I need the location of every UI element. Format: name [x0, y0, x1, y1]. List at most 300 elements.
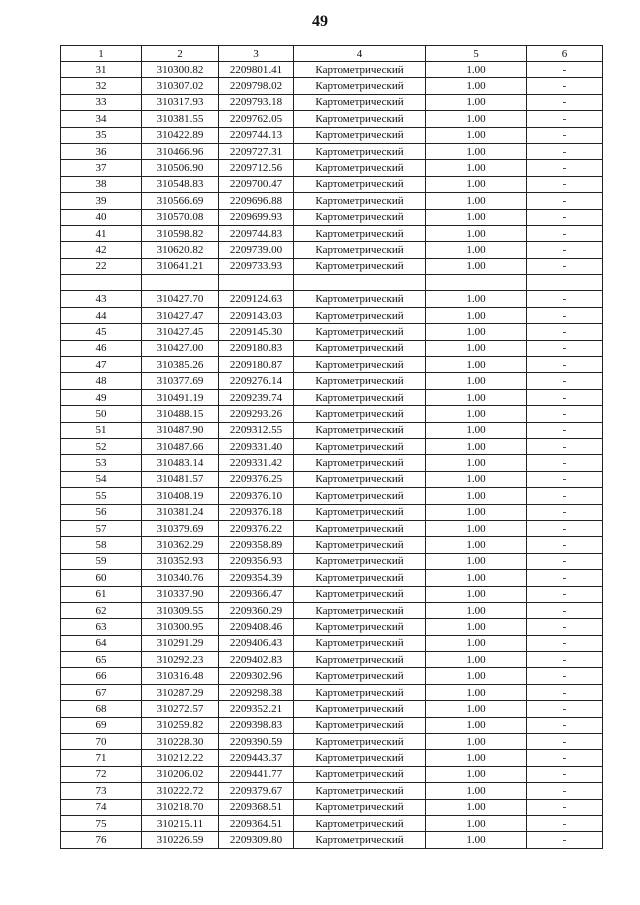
note-cell: - [527, 684, 603, 700]
note-cell: - [527, 406, 603, 422]
table-row [61, 553, 603, 569]
note-cell: - [527, 832, 603, 848]
accuracy-cell: 1.00 [426, 422, 527, 438]
note-cell: - [527, 537, 603, 553]
accuracy-cell: 1.00 [426, 291, 527, 307]
note-cell: - [527, 635, 603, 651]
table-row [61, 324, 603, 340]
method-cell: Картометрический [294, 734, 426, 750]
point-number-cell: 70 [61, 734, 142, 750]
point-number-cell: 49 [61, 389, 142, 405]
note-cell: - [527, 258, 603, 274]
y-coordinate-cell: 2209727.31 [219, 143, 294, 159]
y-coordinate-cell: 2209379.67 [219, 783, 294, 799]
note-cell: - [527, 553, 603, 569]
column-header: 3 [219, 46, 294, 62]
x-coordinate-cell: 310259.82 [142, 717, 219, 733]
empty-separator-row [61, 275, 603, 291]
empty-cell [426, 275, 527, 291]
note-cell: - [527, 62, 603, 78]
accuracy-cell: 1.00 [426, 684, 527, 700]
x-coordinate-cell: 310316.48 [142, 668, 219, 684]
accuracy-cell: 1.00 [426, 176, 527, 192]
accuracy-cell: 1.00 [426, 357, 527, 373]
note-cell: - [527, 127, 603, 143]
point-number-cell: 31 [61, 62, 142, 78]
point-number-cell: 51 [61, 422, 142, 438]
accuracy-cell: 1.00 [426, 307, 527, 323]
x-coordinate-cell: 310379.69 [142, 520, 219, 536]
method-cell: Картометрический [294, 373, 426, 389]
point-number-cell: 46 [61, 340, 142, 356]
accuracy-cell: 1.00 [426, 635, 527, 651]
x-coordinate-cell: 310427.47 [142, 307, 219, 323]
accuracy-cell: 1.00 [426, 340, 527, 356]
point-number-cell: 47 [61, 357, 142, 373]
method-cell: Картометрический [294, 406, 426, 422]
x-coordinate-cell: 310215.11 [142, 815, 219, 831]
accuracy-cell: 1.00 [426, 193, 527, 209]
method-cell: Картометрический [294, 750, 426, 766]
accuracy-cell: 1.00 [426, 406, 527, 422]
table-row [61, 488, 603, 504]
accuracy-cell: 1.00 [426, 586, 527, 602]
y-coordinate-cell: 2209356.93 [219, 553, 294, 569]
accuracy-cell: 1.00 [426, 832, 527, 848]
method-cell: Картометрический [294, 832, 426, 848]
note-cell: - [527, 652, 603, 668]
method-cell: Картометрический [294, 537, 426, 553]
note-cell: - [527, 586, 603, 602]
point-number-cell: 32 [61, 78, 142, 94]
table-row [61, 291, 603, 307]
table-row [61, 373, 603, 389]
method-cell: Картометрический [294, 62, 426, 78]
point-number-cell: 34 [61, 111, 142, 127]
column-header: 1 [61, 46, 142, 62]
method-cell: Картометрический [294, 258, 426, 274]
y-coordinate-cell: 2209376.10 [219, 488, 294, 504]
note-cell: - [527, 783, 603, 799]
x-coordinate-cell: 310427.00 [142, 340, 219, 356]
y-coordinate-cell: 2209744.83 [219, 225, 294, 241]
method-cell: Картометрический [294, 783, 426, 799]
accuracy-cell: 1.00 [426, 504, 527, 520]
y-coordinate-cell: 2209376.25 [219, 471, 294, 487]
point-number-cell: 57 [61, 520, 142, 536]
point-number-cell: 41 [61, 225, 142, 241]
method-cell: Картометрический [294, 176, 426, 192]
y-coordinate-cell: 2209406.43 [219, 635, 294, 651]
point-number-cell: 69 [61, 717, 142, 733]
point-number-cell: 40 [61, 209, 142, 225]
method-cell: Картометрический [294, 78, 426, 94]
note-cell: - [527, 324, 603, 340]
point-number-cell: 45 [61, 324, 142, 340]
x-coordinate-cell: 310422.89 [142, 127, 219, 143]
point-number-cell: 42 [61, 242, 142, 258]
note-cell: - [527, 242, 603, 258]
note-cell: - [527, 111, 603, 127]
point-number-cell: 58 [61, 537, 142, 553]
point-number-cell: 71 [61, 750, 142, 766]
accuracy-cell: 1.00 [426, 127, 527, 143]
method-cell: Картометрический [294, 324, 426, 340]
x-coordinate-cell: 310206.02 [142, 766, 219, 782]
table-row [61, 815, 603, 831]
accuracy-cell: 1.00 [426, 78, 527, 94]
accuracy-cell: 1.00 [426, 225, 527, 241]
note-cell: - [527, 389, 603, 405]
point-number-cell: 56 [61, 504, 142, 520]
note-cell: - [527, 488, 603, 504]
point-number-cell: 60 [61, 570, 142, 586]
accuracy-cell: 1.00 [426, 799, 527, 815]
method-cell: Картометрический [294, 209, 426, 225]
x-coordinate-cell: 310506.90 [142, 160, 219, 176]
x-coordinate-cell: 310300.95 [142, 619, 219, 635]
x-coordinate-cell: 310292.23 [142, 652, 219, 668]
table-row [61, 734, 603, 750]
accuracy-cell: 1.00 [426, 160, 527, 176]
accuracy-cell: 1.00 [426, 209, 527, 225]
method-cell: Картометрический [294, 422, 426, 438]
note-cell: - [527, 570, 603, 586]
note-cell: - [527, 357, 603, 373]
method-cell: Картометрический [294, 520, 426, 536]
method-cell: Картометрический [294, 242, 426, 258]
x-coordinate-cell: 310408.19 [142, 488, 219, 504]
point-number-cell: 22 [61, 258, 142, 274]
y-coordinate-cell: 2209358.89 [219, 537, 294, 553]
x-coordinate-cell: 310488.15 [142, 406, 219, 422]
table-row [61, 701, 603, 717]
method-cell: Картометрический [294, 766, 426, 782]
y-coordinate-cell: 2209699.93 [219, 209, 294, 225]
accuracy-cell: 1.00 [426, 242, 527, 258]
method-cell: Картометрический [294, 193, 426, 209]
y-coordinate-cell: 2209354.39 [219, 570, 294, 586]
point-number-cell: 38 [61, 176, 142, 192]
x-coordinate-cell: 310598.82 [142, 225, 219, 241]
note-cell: - [527, 815, 603, 831]
accuracy-cell: 1.00 [426, 373, 527, 389]
note-cell: - [527, 94, 603, 110]
method-cell: Картометрический [294, 291, 426, 307]
table-row [61, 586, 603, 602]
table-row [61, 307, 603, 323]
accuracy-cell: 1.00 [426, 324, 527, 340]
y-coordinate-cell: 2209312.55 [219, 422, 294, 438]
table-row [61, 176, 603, 192]
table-row [61, 570, 603, 586]
y-coordinate-cell: 2209352.21 [219, 701, 294, 717]
method-cell: Картометрический [294, 438, 426, 454]
note-cell: - [527, 340, 603, 356]
x-coordinate-cell: 310427.70 [142, 291, 219, 307]
x-coordinate-cell: 310218.70 [142, 799, 219, 815]
x-coordinate-cell: 310272.57 [142, 701, 219, 717]
accuracy-cell: 1.00 [426, 438, 527, 454]
point-number-cell: 61 [61, 586, 142, 602]
y-coordinate-cell: 2209700.47 [219, 176, 294, 192]
note-cell: - [527, 734, 603, 750]
accuracy-cell: 1.00 [426, 553, 527, 569]
y-coordinate-cell: 2209364.51 [219, 815, 294, 831]
method-cell: Картометрический [294, 570, 426, 586]
y-coordinate-cell: 2209762.05 [219, 111, 294, 127]
table-row [61, 143, 603, 159]
y-coordinate-cell: 2209376.22 [219, 520, 294, 536]
note-cell: - [527, 701, 603, 717]
accuracy-cell: 1.00 [426, 668, 527, 684]
y-coordinate-cell: 2209124.63 [219, 291, 294, 307]
y-coordinate-cell: 2209402.83 [219, 652, 294, 668]
method-cell: Картометрический [294, 586, 426, 602]
table-row [61, 635, 603, 651]
accuracy-cell: 1.00 [426, 111, 527, 127]
method-cell: Картометрический [294, 127, 426, 143]
note-cell: - [527, 422, 603, 438]
x-coordinate-cell: 310481.57 [142, 471, 219, 487]
note-cell: - [527, 225, 603, 241]
table-row [61, 750, 603, 766]
method-cell: Картометрический [294, 701, 426, 717]
accuracy-cell: 1.00 [426, 652, 527, 668]
coordinates-table [60, 45, 603, 849]
table-row [61, 438, 603, 454]
x-coordinate-cell: 310427.45 [142, 324, 219, 340]
y-coordinate-cell: 2209376.18 [219, 504, 294, 520]
method-cell: Картометрический [294, 602, 426, 618]
method-cell: Картометрический [294, 307, 426, 323]
table-row [61, 78, 603, 94]
point-number-cell: 43 [61, 291, 142, 307]
accuracy-cell: 1.00 [426, 258, 527, 274]
note-cell: - [527, 307, 603, 323]
point-number-cell: 76 [61, 832, 142, 848]
method-cell: Картометрический [294, 225, 426, 241]
point-number-cell: 75 [61, 815, 142, 831]
empty-cell [527, 275, 603, 291]
note-cell: - [527, 160, 603, 176]
x-coordinate-cell: 310291.29 [142, 635, 219, 651]
accuracy-cell: 1.00 [426, 537, 527, 553]
method-cell: Картометрический [294, 619, 426, 635]
y-coordinate-cell: 2209145.30 [219, 324, 294, 340]
accuracy-cell: 1.00 [426, 570, 527, 586]
y-coordinate-cell: 2209801.41 [219, 62, 294, 78]
point-number-cell: 74 [61, 799, 142, 815]
point-number-cell: 44 [61, 307, 142, 323]
y-coordinate-cell: 2209696.88 [219, 193, 294, 209]
y-coordinate-cell: 2209180.87 [219, 357, 294, 373]
table-row [61, 127, 603, 143]
y-coordinate-cell: 2209390.59 [219, 734, 294, 750]
table-group-2 [61, 291, 603, 848]
x-coordinate-cell: 310381.55 [142, 111, 219, 127]
table-row [61, 62, 603, 78]
table-row [61, 111, 603, 127]
x-coordinate-cell: 310570.08 [142, 209, 219, 225]
accuracy-cell: 1.00 [426, 734, 527, 750]
table-row [61, 422, 603, 438]
x-coordinate-cell: 310317.93 [142, 94, 219, 110]
x-coordinate-cell: 310309.55 [142, 602, 219, 618]
x-coordinate-cell: 310340.76 [142, 570, 219, 586]
point-number-cell: 73 [61, 783, 142, 799]
method-cell: Картометрический [294, 553, 426, 569]
x-coordinate-cell: 310212.22 [142, 750, 219, 766]
y-coordinate-cell: 2209443.37 [219, 750, 294, 766]
note-cell: - [527, 193, 603, 209]
table-row [61, 455, 603, 471]
point-number-cell: 36 [61, 143, 142, 159]
x-coordinate-cell: 310381.24 [142, 504, 219, 520]
x-coordinate-cell: 310300.82 [142, 62, 219, 78]
point-number-cell: 33 [61, 94, 142, 110]
note-cell: - [527, 766, 603, 782]
accuracy-cell: 1.00 [426, 815, 527, 831]
accuracy-cell: 1.00 [426, 455, 527, 471]
method-cell: Картометрический [294, 635, 426, 651]
y-coordinate-cell: 2209331.40 [219, 438, 294, 454]
y-coordinate-cell: 2209143.03 [219, 307, 294, 323]
point-number-cell: 48 [61, 373, 142, 389]
table-row [61, 504, 603, 520]
x-coordinate-cell: 310548.83 [142, 176, 219, 192]
table-row [61, 783, 603, 799]
column-header: 6 [527, 46, 603, 62]
y-coordinate-cell: 2209298.38 [219, 684, 294, 700]
table-row [61, 684, 603, 700]
y-coordinate-cell: 2209712.56 [219, 160, 294, 176]
table-row [61, 602, 603, 618]
note-cell: - [527, 520, 603, 536]
y-coordinate-cell: 2209398.83 [219, 717, 294, 733]
x-coordinate-cell: 310362.29 [142, 537, 219, 553]
empty-cell [294, 275, 426, 291]
method-cell: Картометрический [294, 94, 426, 110]
note-cell: - [527, 209, 603, 225]
method-cell: Картометрический [294, 668, 426, 684]
note-cell: - [527, 291, 603, 307]
table-row [61, 799, 603, 815]
point-number-cell: 59 [61, 553, 142, 569]
point-number-cell: 39 [61, 193, 142, 209]
x-coordinate-cell: 310287.29 [142, 684, 219, 700]
x-coordinate-cell: 310307.02 [142, 78, 219, 94]
note-cell: - [527, 799, 603, 815]
method-cell: Картометрический [294, 799, 426, 815]
y-coordinate-cell: 2209798.02 [219, 78, 294, 94]
method-cell: Картометрический [294, 111, 426, 127]
accuracy-cell: 1.00 [426, 766, 527, 782]
table-row [61, 619, 603, 635]
y-coordinate-cell: 2209276.14 [219, 373, 294, 389]
table-row [61, 766, 603, 782]
x-coordinate-cell: 310466.96 [142, 143, 219, 159]
x-coordinate-cell: 310222.72 [142, 783, 219, 799]
point-number-cell: 37 [61, 160, 142, 176]
note-cell: - [527, 455, 603, 471]
point-number-cell: 66 [61, 668, 142, 684]
y-coordinate-cell: 2209744.13 [219, 127, 294, 143]
point-number-cell: 53 [61, 455, 142, 471]
x-coordinate-cell: 310483.14 [142, 455, 219, 471]
note-cell: - [527, 143, 603, 159]
y-coordinate-cell: 2209309.80 [219, 832, 294, 848]
y-coordinate-cell: 2209368.51 [219, 799, 294, 815]
x-coordinate-cell: 310352.93 [142, 553, 219, 569]
table-row [61, 520, 603, 536]
accuracy-cell: 1.00 [426, 62, 527, 78]
note-cell: - [527, 78, 603, 94]
table-header-row [61, 46, 603, 62]
note-cell: - [527, 619, 603, 635]
table-row [61, 652, 603, 668]
note-cell: - [527, 602, 603, 618]
table-row [61, 668, 603, 684]
method-cell: Картометрический [294, 717, 426, 733]
method-cell: Картометрический [294, 160, 426, 176]
point-number-cell: 64 [61, 635, 142, 651]
y-coordinate-cell: 2209739.00 [219, 242, 294, 258]
table-row [61, 406, 603, 422]
table-separator [61, 275, 603, 291]
point-number-cell: 35 [61, 127, 142, 143]
note-cell: - [527, 717, 603, 733]
y-coordinate-cell: 2209331.42 [219, 455, 294, 471]
x-coordinate-cell: 310487.90 [142, 422, 219, 438]
accuracy-cell: 1.00 [426, 94, 527, 110]
table-row [61, 537, 603, 553]
empty-cell [219, 275, 294, 291]
table-row [61, 94, 603, 110]
method-cell: Картометрический [294, 652, 426, 668]
method-cell: Картометрический [294, 455, 426, 471]
point-number-cell: 52 [61, 438, 142, 454]
note-cell: - [527, 471, 603, 487]
point-number-cell: 62 [61, 602, 142, 618]
method-cell: Картометрический [294, 504, 426, 520]
table-row [61, 160, 603, 176]
note-cell: - [527, 176, 603, 192]
table-row [61, 225, 603, 241]
y-coordinate-cell: 2209360.29 [219, 602, 294, 618]
x-coordinate-cell: 310641.21 [142, 258, 219, 274]
page-number: 49 [312, 13, 328, 30]
y-coordinate-cell: 2209733.93 [219, 258, 294, 274]
x-coordinate-cell: 310228.30 [142, 734, 219, 750]
x-coordinate-cell: 310377.69 [142, 373, 219, 389]
table-group-1 [61, 62, 603, 275]
x-coordinate-cell: 310566.69 [142, 193, 219, 209]
table-row [61, 389, 603, 405]
note-cell: - [527, 373, 603, 389]
point-number-cell: 63 [61, 619, 142, 635]
y-coordinate-cell: 2209441.77 [219, 766, 294, 782]
table-row [61, 471, 603, 487]
method-cell: Картометрический [294, 488, 426, 504]
x-coordinate-cell: 310337.90 [142, 586, 219, 602]
method-cell: Картометрический [294, 815, 426, 831]
point-number-cell: 54 [61, 471, 142, 487]
method-cell: Картометрический [294, 389, 426, 405]
point-number-cell: 65 [61, 652, 142, 668]
y-coordinate-cell: 2209408.46 [219, 619, 294, 635]
y-coordinate-cell: 2209180.83 [219, 340, 294, 356]
